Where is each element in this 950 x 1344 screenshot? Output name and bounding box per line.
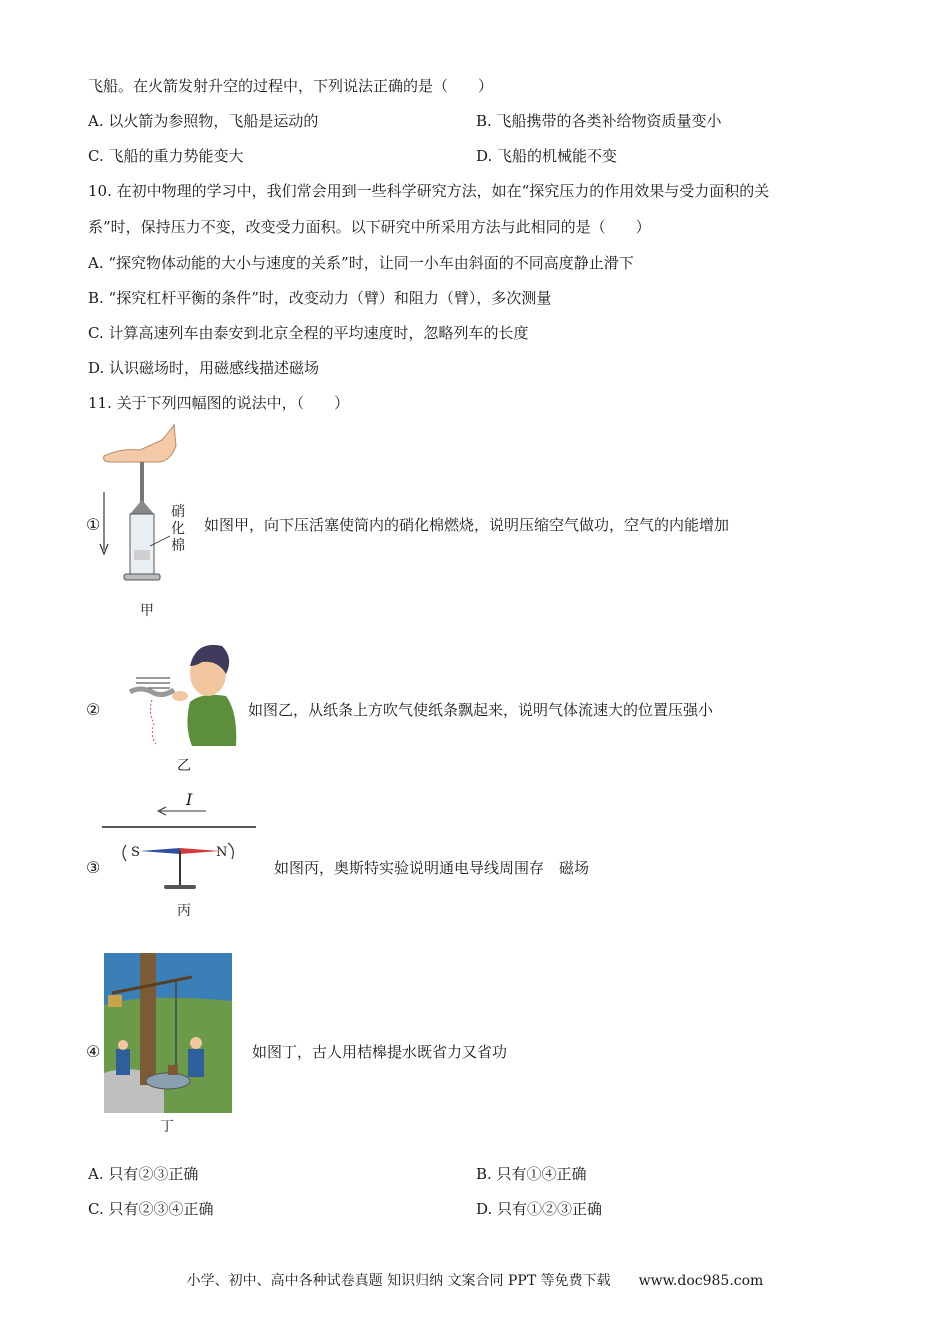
item-2-number: ② [86,700,101,719]
pole-s-label: S [131,845,140,860]
item-3-number: ③ [86,858,101,877]
item-4-statement: 如图丁，古人用桔槔提水既省力又省功 [252,1043,508,1061]
figure-ding-caption: 丁 [160,1119,174,1135]
item-3-statement: 如图丙，奥斯特实验说明通电导线周围存 磁场 [274,859,590,877]
q11-option-d: D. 只有①②③正确 [476,1200,603,1218]
pole-n-label: N [216,845,228,860]
q9-option-c: C. 飞船的重力势能变大 [88,147,244,165]
q10-option-c: C. 计算高速列车由泰安到北京全程的平均速度时，忽略列车的长度 [88,324,529,342]
q11-option-b: B. 只有①④正确 [476,1165,587,1183]
item-2-statement: 如图乙，从纸条上方吹气使纸条飘起来，说明气体流速大的位置压强小 [248,701,714,719]
figure-bing-oersted [100,805,260,895]
q9-option-b: B. 飞船携带的各类补给物资质量变小 [476,112,722,130]
figure-jia-caption: 甲 [140,603,154,619]
q9-option-d: D. 飞船的机械能不变 [476,147,618,165]
q10-option-a: A. “探究物体动能的大小与速度的关系”时，让同一小车由斜面的不同高度静止滑下 [88,254,634,272]
figure-yi-blowing-paper [130,632,240,747]
figure-ding-well-sweep [104,953,232,1113]
page-footer: 小学、初中、高中各种试卷真题 知识归纳 文案合同 PPT 等免费下载 www.doc985.com [186,1273,764,1289]
figure-jia-label: 硝化棉 [171,504,185,554]
figure-yi-caption: 乙 [177,758,191,774]
q11-stem: 11. 关于下列四幅图的说法中，（ ） [88,394,350,412]
q10-option-d: D. 认识磁场时，用磁感线描述磁场 [88,359,320,377]
q10-stem-line2: 系”时，保持压力不变，改变受力面积。以下研究中所采用方法与此相同的是（ ） [88,218,651,236]
figure-bing-caption: 丙 [177,903,191,919]
current-label: I [186,790,193,809]
item-1-number: ① [86,515,101,534]
q10-stem-line1: 10. 在初中物理的学习中，我们常会用到一些科学研究方法，如在“探究压力的作用效果与受力面积的关 [88,182,770,200]
q9-option-a: A. 以火箭为参照物，飞船是运动的 [88,112,319,130]
item-4-number: ④ [86,1042,101,1061]
q11-option-a: A. 只有②③正确 [88,1165,199,1183]
q11-option-c: C. 只有②③④正确 [88,1200,214,1218]
q10-option-b: B. “探究杠杆平衡的条件”时，改变动力（臂）和阻力（臂），多次测量 [88,289,552,307]
q9-stem: 飞船。在火箭发射升空的过程中，下列说法正确的是（ ） [88,77,494,95]
item-1-statement: 如图甲，向下压活塞使筒内的硝化棉燃烧，说明压缩空气做功，空气的内能增加 [204,516,730,534]
